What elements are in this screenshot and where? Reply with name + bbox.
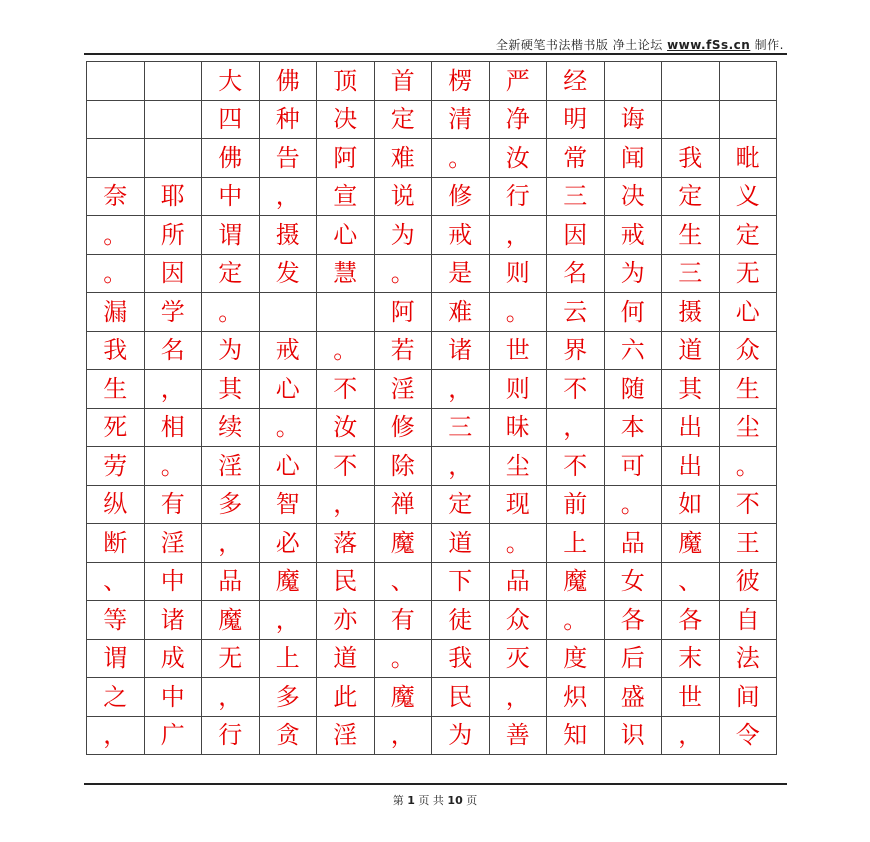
- footer-total-pages: 10: [447, 794, 463, 807]
- grid-cell: 告: [259, 139, 317, 178]
- grid-cell: 戒: [432, 216, 490, 255]
- grid-cell: 。: [432, 139, 490, 178]
- grid-row: [87, 562, 777, 601]
- grid-cell: 汝: [489, 139, 547, 178]
- grid-cell: 摄: [259, 216, 317, 255]
- grid-cell: 上: [259, 639, 317, 678]
- grid-cell: 尘: [489, 447, 547, 486]
- grid-cell: 为: [374, 216, 432, 255]
- grid-cell: 令: [719, 716, 777, 755]
- grid-cell: ，: [489, 678, 547, 717]
- grid-row: [87, 100, 777, 139]
- grid-cell: 品: [489, 562, 547, 601]
- grid-cell: 上: [547, 524, 605, 563]
- grid-cell: 世: [489, 331, 547, 370]
- grid-row: [87, 177, 777, 216]
- grid-cell: 行: [489, 177, 547, 216]
- grid-cell: 必: [259, 524, 317, 563]
- grid-cell: 说: [374, 177, 432, 216]
- grid-cell: 前: [547, 485, 605, 524]
- grid-cell: 盛: [604, 678, 662, 717]
- grid-cell: 名: [547, 254, 605, 293]
- grid-row: [87, 139, 777, 178]
- grid-row: [87, 485, 777, 524]
- grid-cell: 若: [374, 331, 432, 370]
- grid-cell: 发: [259, 254, 317, 293]
- grid-cell: 无: [719, 254, 777, 293]
- grid-cell: 定: [662, 177, 720, 216]
- grid-cell: 诸: [144, 601, 202, 640]
- grid-cell: 首: [374, 62, 432, 101]
- footer-page-number: 1: [407, 794, 415, 807]
- copybook-grid: [86, 61, 777, 755]
- grid-cell: 本: [604, 408, 662, 447]
- grid-cell: 民: [432, 678, 490, 717]
- grid-cell: 后: [604, 639, 662, 678]
- grid-cell: 因: [144, 254, 202, 293]
- grid-cell: 无: [202, 639, 260, 678]
- grid-cell: 楞: [432, 62, 490, 101]
- grid-cell: 、: [662, 562, 720, 601]
- grid-cell: 定: [202, 254, 260, 293]
- grid-cell: 心: [259, 447, 317, 486]
- grid-cell: 等: [87, 601, 145, 640]
- grid-row: [87, 678, 777, 717]
- grid-cell: 心: [259, 370, 317, 409]
- grid-cell: 不: [317, 370, 375, 409]
- grid-cell: 。: [317, 331, 375, 370]
- grid-cell: 我: [87, 331, 145, 370]
- grid-cell: ，: [144, 370, 202, 409]
- grid-cell: ，: [432, 370, 490, 409]
- grid-cell: 难: [374, 139, 432, 178]
- grid-cell: 修: [374, 408, 432, 447]
- grid-cell: 生: [662, 216, 720, 255]
- grid-row: [87, 331, 777, 370]
- grid-cell: 中: [144, 678, 202, 717]
- grid-cell: 为: [604, 254, 662, 293]
- grid-cell: 因: [547, 216, 605, 255]
- grid-cell: 、: [87, 562, 145, 601]
- grid-cell: 顶: [317, 62, 375, 101]
- grid-cell: [144, 100, 202, 139]
- grid-cell: 彼: [719, 562, 777, 601]
- grid-cell: 续: [202, 408, 260, 447]
- grid-cell: 戒: [604, 216, 662, 255]
- grid-cell: 纵: [87, 485, 145, 524]
- grid-cell: 此: [317, 678, 375, 717]
- grid-cell: 灭: [489, 639, 547, 678]
- grid-cell: 有: [144, 485, 202, 524]
- grid-cell: 中: [202, 177, 260, 216]
- grid-cell: 诸: [432, 331, 490, 370]
- grid-cell: 法: [719, 639, 777, 678]
- grid-cell: 淫: [374, 370, 432, 409]
- grid-cell: 魔: [259, 562, 317, 601]
- grid-cell: 。: [489, 524, 547, 563]
- grid-cell: 种: [259, 100, 317, 139]
- grid-cell: [719, 62, 777, 101]
- grid-cell: 心: [317, 216, 375, 255]
- grid-cell: 。: [374, 639, 432, 678]
- grid-cell: 知: [547, 716, 605, 755]
- grid-cell: 。: [87, 216, 145, 255]
- grid-cell: 道: [432, 524, 490, 563]
- grid-cell: 三: [432, 408, 490, 447]
- grid-cell: 我: [432, 639, 490, 678]
- grid-cell: 其: [202, 370, 260, 409]
- grid-cell: 魔: [547, 562, 605, 601]
- grid-cell: ，: [547, 408, 605, 447]
- grid-cell: 不: [547, 447, 605, 486]
- grid-cell: [144, 62, 202, 101]
- grid-cell: 落: [317, 524, 375, 563]
- grid-row: [87, 370, 777, 409]
- grid-cell: 严: [489, 62, 547, 101]
- grid-cell: 大: [202, 62, 260, 101]
- grid-cell: 阿: [317, 139, 375, 178]
- grid-cell: 善: [489, 716, 547, 755]
- grid-cell: 净: [489, 100, 547, 139]
- grid-cell: 谓: [87, 639, 145, 678]
- grid-cell: 明: [547, 100, 605, 139]
- grid-cell: 。: [604, 485, 662, 524]
- page-footer: [0, 792, 870, 808]
- grid-cell: 摄: [662, 293, 720, 332]
- grid-cell: 则: [489, 370, 547, 409]
- grid-cell: ，: [317, 485, 375, 524]
- footer-middle: 页 共: [418, 794, 444, 807]
- grid-cell: 淫: [144, 524, 202, 563]
- grid-cell: [317, 293, 375, 332]
- grid-cell: 为: [432, 716, 490, 755]
- grid-cell: 可: [604, 447, 662, 486]
- grid-cell: 各: [604, 601, 662, 640]
- grid-cell: 下: [432, 562, 490, 601]
- grid-cell: 断: [87, 524, 145, 563]
- grid-cell: ，: [202, 524, 260, 563]
- grid-cell: 不: [547, 370, 605, 409]
- grid-cell: 品: [202, 562, 260, 601]
- grid-cell: 心: [719, 293, 777, 332]
- grid-cell: 修: [432, 177, 490, 216]
- grid-cell: 难: [432, 293, 490, 332]
- grid-cell: 决: [317, 100, 375, 139]
- page-header: [496, 36, 784, 53]
- grid-cell: 生: [87, 370, 145, 409]
- grid-cell: 名: [144, 331, 202, 370]
- grid-cell: 不: [719, 485, 777, 524]
- grid-cell: ，: [259, 601, 317, 640]
- grid-cell: ，: [374, 716, 432, 755]
- grid-cell: 谓: [202, 216, 260, 255]
- grid-cell: 佛: [259, 62, 317, 101]
- grid-cell: 间: [719, 678, 777, 717]
- grid-cell: 界: [547, 331, 605, 370]
- grid-cell: 奈: [87, 177, 145, 216]
- grid-cell: 淫: [317, 716, 375, 755]
- grid-cell: 徒: [432, 601, 490, 640]
- grid-row: [87, 293, 777, 332]
- grid-cell: [144, 139, 202, 178]
- grid-cell: 耶: [144, 177, 202, 216]
- grid-cell: 汝: [317, 408, 375, 447]
- header-url-link[interactable]: www.fSs.cn: [667, 38, 751, 52]
- grid-cell: 魔: [374, 524, 432, 563]
- grid-cell: 末: [662, 639, 720, 678]
- grid-cell: [87, 62, 145, 101]
- grid-cell: 。: [719, 447, 777, 486]
- grid-cell: ，: [432, 447, 490, 486]
- grid-cell: 。: [489, 293, 547, 332]
- grid-cell: 王: [719, 524, 777, 563]
- grid-row: [87, 62, 777, 101]
- grid-cell: 禅: [374, 485, 432, 524]
- grid-cell: [662, 62, 720, 101]
- grid-cell: 死: [87, 408, 145, 447]
- grid-cell: 成: [144, 639, 202, 678]
- grid-cell: 生: [719, 370, 777, 409]
- grid-cell: 民: [317, 562, 375, 601]
- grid-cell: 佛: [202, 139, 260, 178]
- grid-cell: 其: [662, 370, 720, 409]
- grid-cell: 贪: [259, 716, 317, 755]
- grid-cell: ，: [259, 177, 317, 216]
- grid-cell: 则: [489, 254, 547, 293]
- grid-row: [87, 447, 777, 486]
- grid-cell: 何: [604, 293, 662, 332]
- grid-cell: 众: [719, 331, 777, 370]
- grid-cell: ，: [489, 216, 547, 255]
- grid-cell: 我: [662, 139, 720, 178]
- grid-cell: 常: [547, 139, 605, 178]
- grid-cell: 魔: [662, 524, 720, 563]
- grid-cell: 魔: [202, 601, 260, 640]
- grid-cell: 智: [259, 485, 317, 524]
- grid-cell: 众: [489, 601, 547, 640]
- grid-cell: 戒: [259, 331, 317, 370]
- grid-cell: 随: [604, 370, 662, 409]
- grid-cell: 。: [87, 254, 145, 293]
- grid-cell: 三: [662, 254, 720, 293]
- grid-cell: 度: [547, 639, 605, 678]
- grid-cell: [662, 100, 720, 139]
- grid-cell: 炽: [547, 678, 605, 717]
- grid-cell: 诲: [604, 100, 662, 139]
- grid-cell: 世: [662, 678, 720, 717]
- grid-cell: 品: [604, 524, 662, 563]
- grid-cell: 决: [604, 177, 662, 216]
- grid-cell: 定: [432, 485, 490, 524]
- grid-cell: 。: [547, 601, 605, 640]
- grid-cell: 女: [604, 562, 662, 601]
- grid-cell: 出: [662, 408, 720, 447]
- grid-cell: 中: [144, 562, 202, 601]
- grid-cell: 道: [662, 331, 720, 370]
- grid-cell: 如: [662, 485, 720, 524]
- grid-cell: 。: [259, 408, 317, 447]
- grid-cell: ，: [202, 678, 260, 717]
- grid-cell: 阿: [374, 293, 432, 332]
- grid-cell: 各: [662, 601, 720, 640]
- grid-cell: 行: [202, 716, 260, 755]
- grid-cell: 所: [144, 216, 202, 255]
- grid-cell: 魔: [374, 678, 432, 717]
- grid-cell: 六: [604, 331, 662, 370]
- footer-prefix: 第: [392, 794, 404, 807]
- grid-row: [87, 639, 777, 678]
- grid-cell: 现: [489, 485, 547, 524]
- header-divider: [84, 53, 787, 55]
- grid-cell: 义: [719, 177, 777, 216]
- grid-cell: 出: [662, 447, 720, 486]
- header-title: 全新硬笔书法楷书版 净土论坛: [495, 38, 663, 52]
- grid-cell: 清: [432, 100, 490, 139]
- grid-cell: 亦: [317, 601, 375, 640]
- grid-cell: 漏: [87, 293, 145, 332]
- grid-cell: 云: [547, 293, 605, 332]
- footer-suffix: 页: [466, 794, 478, 807]
- grid-cell: 有: [374, 601, 432, 640]
- grid-cell: 、: [374, 562, 432, 601]
- grid-cell: 不: [317, 447, 375, 486]
- grid-cell: 多: [202, 485, 260, 524]
- grid-cell: 。: [202, 293, 260, 332]
- grid-cell: 。: [374, 254, 432, 293]
- grid-cell: [87, 139, 145, 178]
- grid-cell: 除: [374, 447, 432, 486]
- grid-cell: 识: [604, 716, 662, 755]
- grid-cell: [719, 100, 777, 139]
- grid-cell: 是: [432, 254, 490, 293]
- grid-cell: 相: [144, 408, 202, 447]
- header-suffix: 制作.: [754, 38, 784, 52]
- grid-cell: 经: [547, 62, 605, 101]
- grid-cell: 学: [144, 293, 202, 332]
- grid-cell: [87, 100, 145, 139]
- grid-cell: 毗: [719, 139, 777, 178]
- grid-cell: 尘: [719, 408, 777, 447]
- grid-cell: 定: [719, 216, 777, 255]
- grid-cell: [259, 293, 317, 332]
- grid-row: [87, 254, 777, 293]
- grid-cell: 定: [374, 100, 432, 139]
- grid-cell: ，: [87, 716, 145, 755]
- grid-cell: 道: [317, 639, 375, 678]
- grid-cell: 闻: [604, 139, 662, 178]
- grid-cell: 。: [144, 447, 202, 486]
- grid-cell: 为: [202, 331, 260, 370]
- grid-cell: 之: [87, 678, 145, 717]
- grid-cell: 四: [202, 100, 260, 139]
- grid-cell: 多: [259, 678, 317, 717]
- grid-row: [87, 524, 777, 563]
- grid-cell: 自: [719, 601, 777, 640]
- grid-cell: [604, 62, 662, 101]
- footer-divider: [84, 783, 787, 785]
- grid-row: [87, 601, 777, 640]
- grid-cell: 劳: [87, 447, 145, 486]
- grid-cell: 宣: [317, 177, 375, 216]
- grid-row: [87, 408, 777, 447]
- grid-cell: ，: [662, 716, 720, 755]
- grid-cell: 昧: [489, 408, 547, 447]
- grid-cell: 广: [144, 716, 202, 755]
- grid-row: [87, 716, 777, 755]
- grid-cell: 三: [547, 177, 605, 216]
- grid-cell: 慧: [317, 254, 375, 293]
- grid-cell: 淫: [202, 447, 260, 486]
- grid-row: [87, 216, 777, 255]
